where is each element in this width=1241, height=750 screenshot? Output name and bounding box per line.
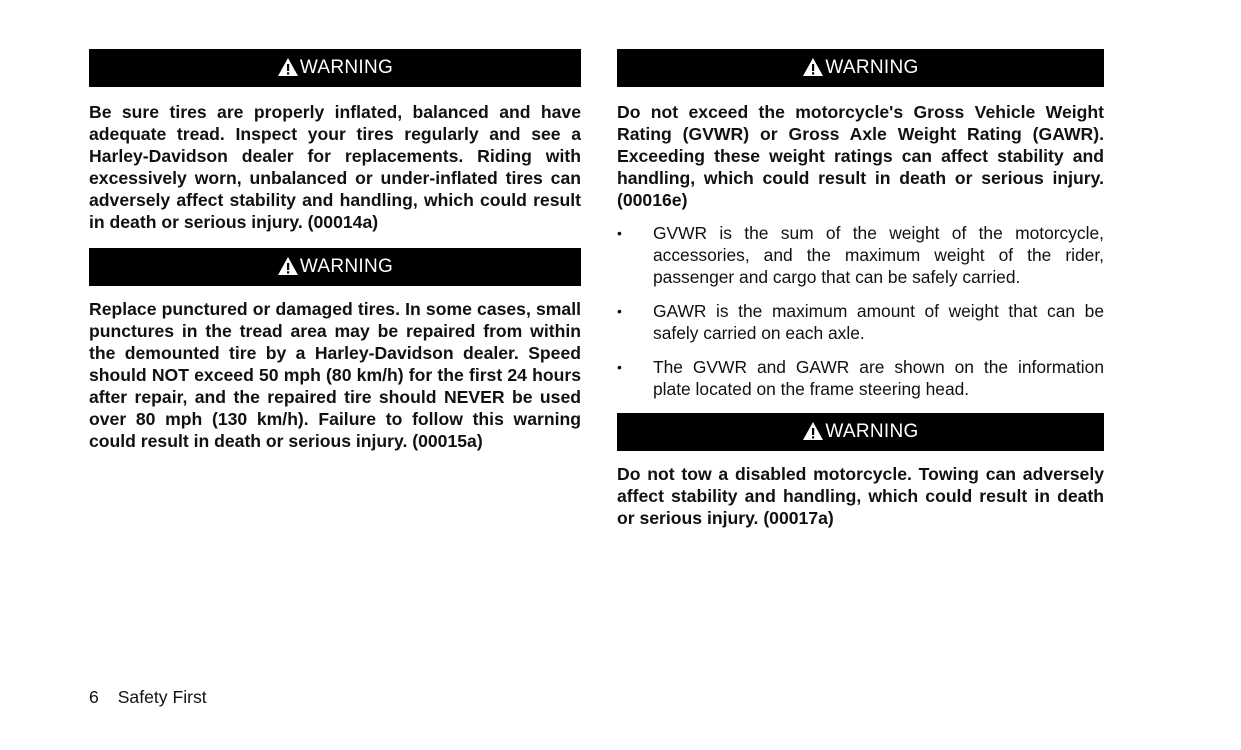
weight-rating-list [617,222,1104,400]
warning-triangle-icon [802,57,824,77]
warning-banner [617,413,1104,451]
section-title: Safety First [117,687,207,707]
warning-banner [89,248,581,286]
warning-text: Replace punctured or damaged tires. In some cases, small punctures in the tread area may be repaired from within the demounted tire by a Harley-Davidson dealer. Speed should NOT exceed 50 mph (80 km/h) for the first 24 hours after repair, and the repaired tire should NEVER be used over 80 mph (130 km/h). Failure to follow this warning could result in death or serious injury. (00015a) [89,299,581,451]
bullet-icon: • [617,225,622,241]
warning-triangle-icon [277,256,299,276]
list-item: • GAWR is the maximum amount of weight that can be safely carried on each axle. [617,301,1104,343]
warning-triangle-icon [802,421,824,441]
warning-label: WARNING [299,256,394,277]
warning-text: Do not tow a disabled motorcycle. Towing can adversely affect stability and handling, which could result in death or serious injury. (00017a) [617,464,1104,528]
page-footer [89,686,207,708]
page-number: 6 [89,687,99,707]
bullet-icon: • [617,359,622,375]
list-item: • GVWR is the sum of the weight of the motorcycle, accessories, and the maximum weight of the rider, passenger and cargo that can be safely carried. [617,223,1104,287]
list-item: • The GVWR and GAWR are shown on the information plate located on the frame steering head. [617,357,1104,399]
warning-text: Do not exceed the motorcycle's Gross Vehicle Weight Rating (GVWR) or Gross Axle Weight Rating (GAWR). Exceeding these weight ratings can affect stability and handling, which could result in death or serious injury. (00016e) [617,102,1104,210]
warning-label: WARNING [825,57,919,78]
warning-triangle-icon [277,57,299,77]
warning-banner [89,49,581,87]
warning-text: Be sure tires are properly inflated, balanced and have adequate tread. Inspect your tires regularly and see a Harley-Davidson dealer for replacements. Riding with excessively worn, unbalanced or under-inflated tires can adversely affect stability and handling, which could result in death or serious injury. (00014a) [89,102,581,232]
warning-label: WARNING [825,421,919,442]
warning-label: WARNING [299,57,394,78]
warning-banner [617,49,1104,87]
bullet-icon: • [617,303,622,319]
